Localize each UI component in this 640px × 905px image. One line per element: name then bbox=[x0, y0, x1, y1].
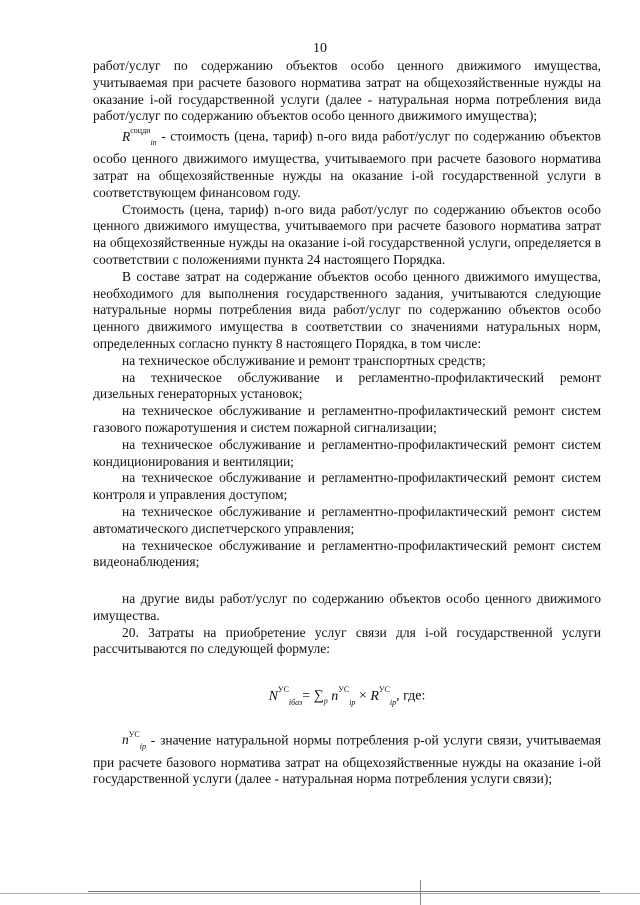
formula-sum-sign: = ∑ bbox=[302, 688, 324, 704]
list-item-fire-systems: на техническое обслуживание и регламентно-профилактический ремонт систем газового пожаротушения и систем пожарной сигнализации; bbox=[93, 403, 601, 435]
document-body bbox=[93, 58, 601, 788]
formula-times: × bbox=[358, 688, 367, 704]
page-number: 10 bbox=[313, 41, 327, 56]
r-socdi-definition-text: - стоимость (цена, тариф) n-ого вида работ/услуг по содержанию объектов особо ценного движимого имущества, учитываемого при расчете базового норматива затрат на общехозяйственные нужды на оказание i-ой государственной услуги в соответствующем финансовом году. bbox=[93, 128, 602, 200]
paragraph-continuation: работ/услуг по содержанию объектов особо ценного движимого имущества, учитываемая при расчете базового норматива затрат на общехозяйственные нужды на оказание i-ой государственной услуги (далее - натуральная норма потребления вида работ/услуг по содержанию объектов особо ценного движимого имущества); bbox=[93, 58, 601, 124]
paragraph-cost-determination: Стоимость (цена, тариф) n-ого вида работ/услуг по содержанию объектов особо ценного движимого имущества, учитываемого при расчете базового норматива затрат на общехозяйственные нужды на оказание i-ой государственной услуги, определяется в соответствии с положениями пункта 24 настоящего Порядка. bbox=[93, 201, 601, 267]
footer-divider bbox=[88, 891, 600, 892]
symbol-r-socdi: $R^{соцди}_{in}$ bbox=[122, 126, 157, 148]
formula-communication-costs: $N^{УС}_{iбаз}= \sum_p$ $n^{УС}_{ip} \times R^{УС}_{ip}$, где: bbox=[268, 685, 426, 707]
paragraph-n-us-definition bbox=[93, 729, 601, 789]
formula-r: $R^{УС}_{ip}$ bbox=[370, 685, 397, 707]
list-item-video-surveillance: на техническое обслуживание и регламентно-профилактический ремонт систем видеонаблюдения; bbox=[93, 537, 601, 570]
formula-lhs: $N^{УС}_{iбаз}$ bbox=[268, 685, 303, 707]
list-item-access-control: на техническое обслуживание и регламентно-профилактический ремонт систем контроля и управления доступом; bbox=[93, 470, 601, 503]
list-item-generators: на техническое обслуживание и регламентно-профилактический ремонт дизельных генераторных установок; bbox=[93, 369, 601, 402]
footer-tick-mark bbox=[420, 880, 421, 905]
formula-n: $n^{УС}_{ip}$ bbox=[331, 685, 356, 707]
list-item-ventilation: на техническое обслуживание и регламентно-профилактический ремонт систем кондиционирования и вентиляции; bbox=[93, 436, 601, 469]
list-item-vehicles: на техническое обслуживание и ремонт транспортных средств; bbox=[122, 352, 486, 368]
list-item-other-works: на другие виды работ/услуг по содержанию объектов особо ценного движимого имущества. bbox=[93, 591, 601, 623]
footer-divider-secondary bbox=[0, 893, 640, 894]
paragraph-item-20: 20. Затраты на приобретение услуг связи для i-ой государственной услуги рассчитываются по следующей формуле: bbox=[93, 624, 601, 657]
n-us-definition-text: - значение натуральной нормы потребления p-ой услуги связи, учитываемая при расчете базового норматива затрат на общехозяйственные нужды на оказание i-ой государственной услуги (далее - натуральная норма потребления услуги связи); bbox=[93, 732, 601, 787]
list-item-dispatch-control: на техническое обслуживание и регламентно-профилактический ремонт систем автоматического диспетчерского управления; bbox=[93, 503, 601, 536]
paragraph-r-socdi-definition bbox=[93, 125, 601, 201]
symbol-n-us: $n^{УС}_{ip}$ bbox=[122, 729, 146, 751]
formula-tail: , где: bbox=[396, 688, 426, 704]
paragraph-norms-intro: В составе затрат на содержание объектов особо ценного движимого имущества, необходимого для выполнения государственного задания, учитываются следующие натуральные нормы потребления вида работ/услуг по содержанию объектов особо ценного движимого имущества в соответствии со значениями натуральных норм, определенных согласно пункту 8 настоящего Порядка, в том числе: bbox=[93, 268, 601, 351]
